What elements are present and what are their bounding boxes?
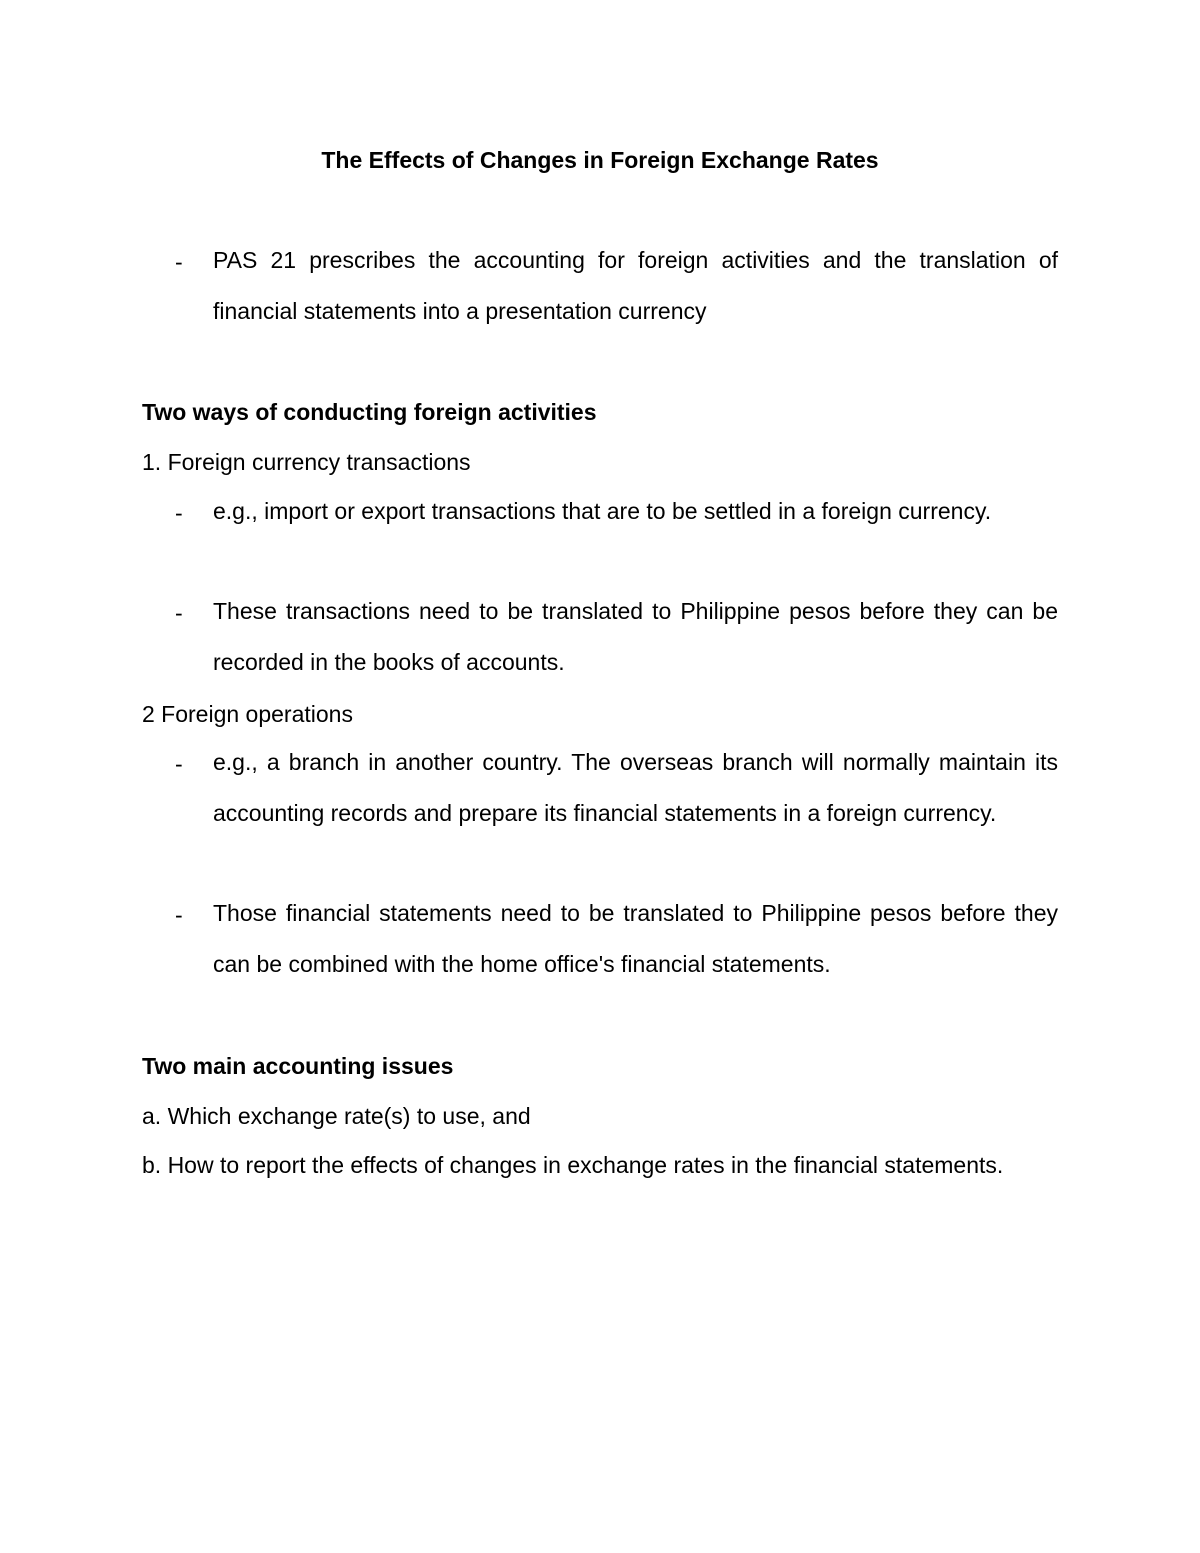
- section-heading-accounting-issues: Two main accounting issues: [142, 1053, 454, 1079]
- bullet-text: e.g., a branch in another country. The overseas branch will normally maintain its accounting records and prepare its financial statements in a foreign currency.: [213, 749, 1058, 826]
- document-title: The Effects of Changes in Foreign Exchange Rates: [321, 147, 879, 173]
- bullet-dash: -: [175, 751, 183, 777]
- bullet-dash: -: [175, 902, 183, 928]
- intro-dash: -: [175, 249, 183, 275]
- bullet-text: These transactions need to be translated to Philippine pesos before they can be recorded in the books of accounts.: [213, 598, 1058, 675]
- bullet-text: Those financial statements need to be translated to Philippine pesos before they can be combined with the home office's financial statements.: [213, 900, 1058, 977]
- item-label-foreign-currency-transactions: 1. Foreign currency transactions: [142, 449, 471, 475]
- intro-text: PAS 21 prescribes the accounting for foreign activities and the translation of financial statements into a presentation currency: [213, 247, 1058, 324]
- bullet-dash: -: [175, 500, 183, 526]
- issue-item-a: a. Which exchange rate(s) to use, and: [142, 1103, 531, 1129]
- issue-item-b: b. How to report the effects of changes in exchange rates in the financial statements.: [142, 1152, 1004, 1178]
- bullet-dash: -: [175, 600, 183, 626]
- item-label-foreign-operations: 2 Foreign operations: [142, 701, 353, 727]
- section-heading-foreign-activities: Two ways of conducting foreign activities: [142, 399, 597, 425]
- bullet-text: e.g., import or export transactions that are to be settled in a foreign currency.: [213, 498, 992, 524]
